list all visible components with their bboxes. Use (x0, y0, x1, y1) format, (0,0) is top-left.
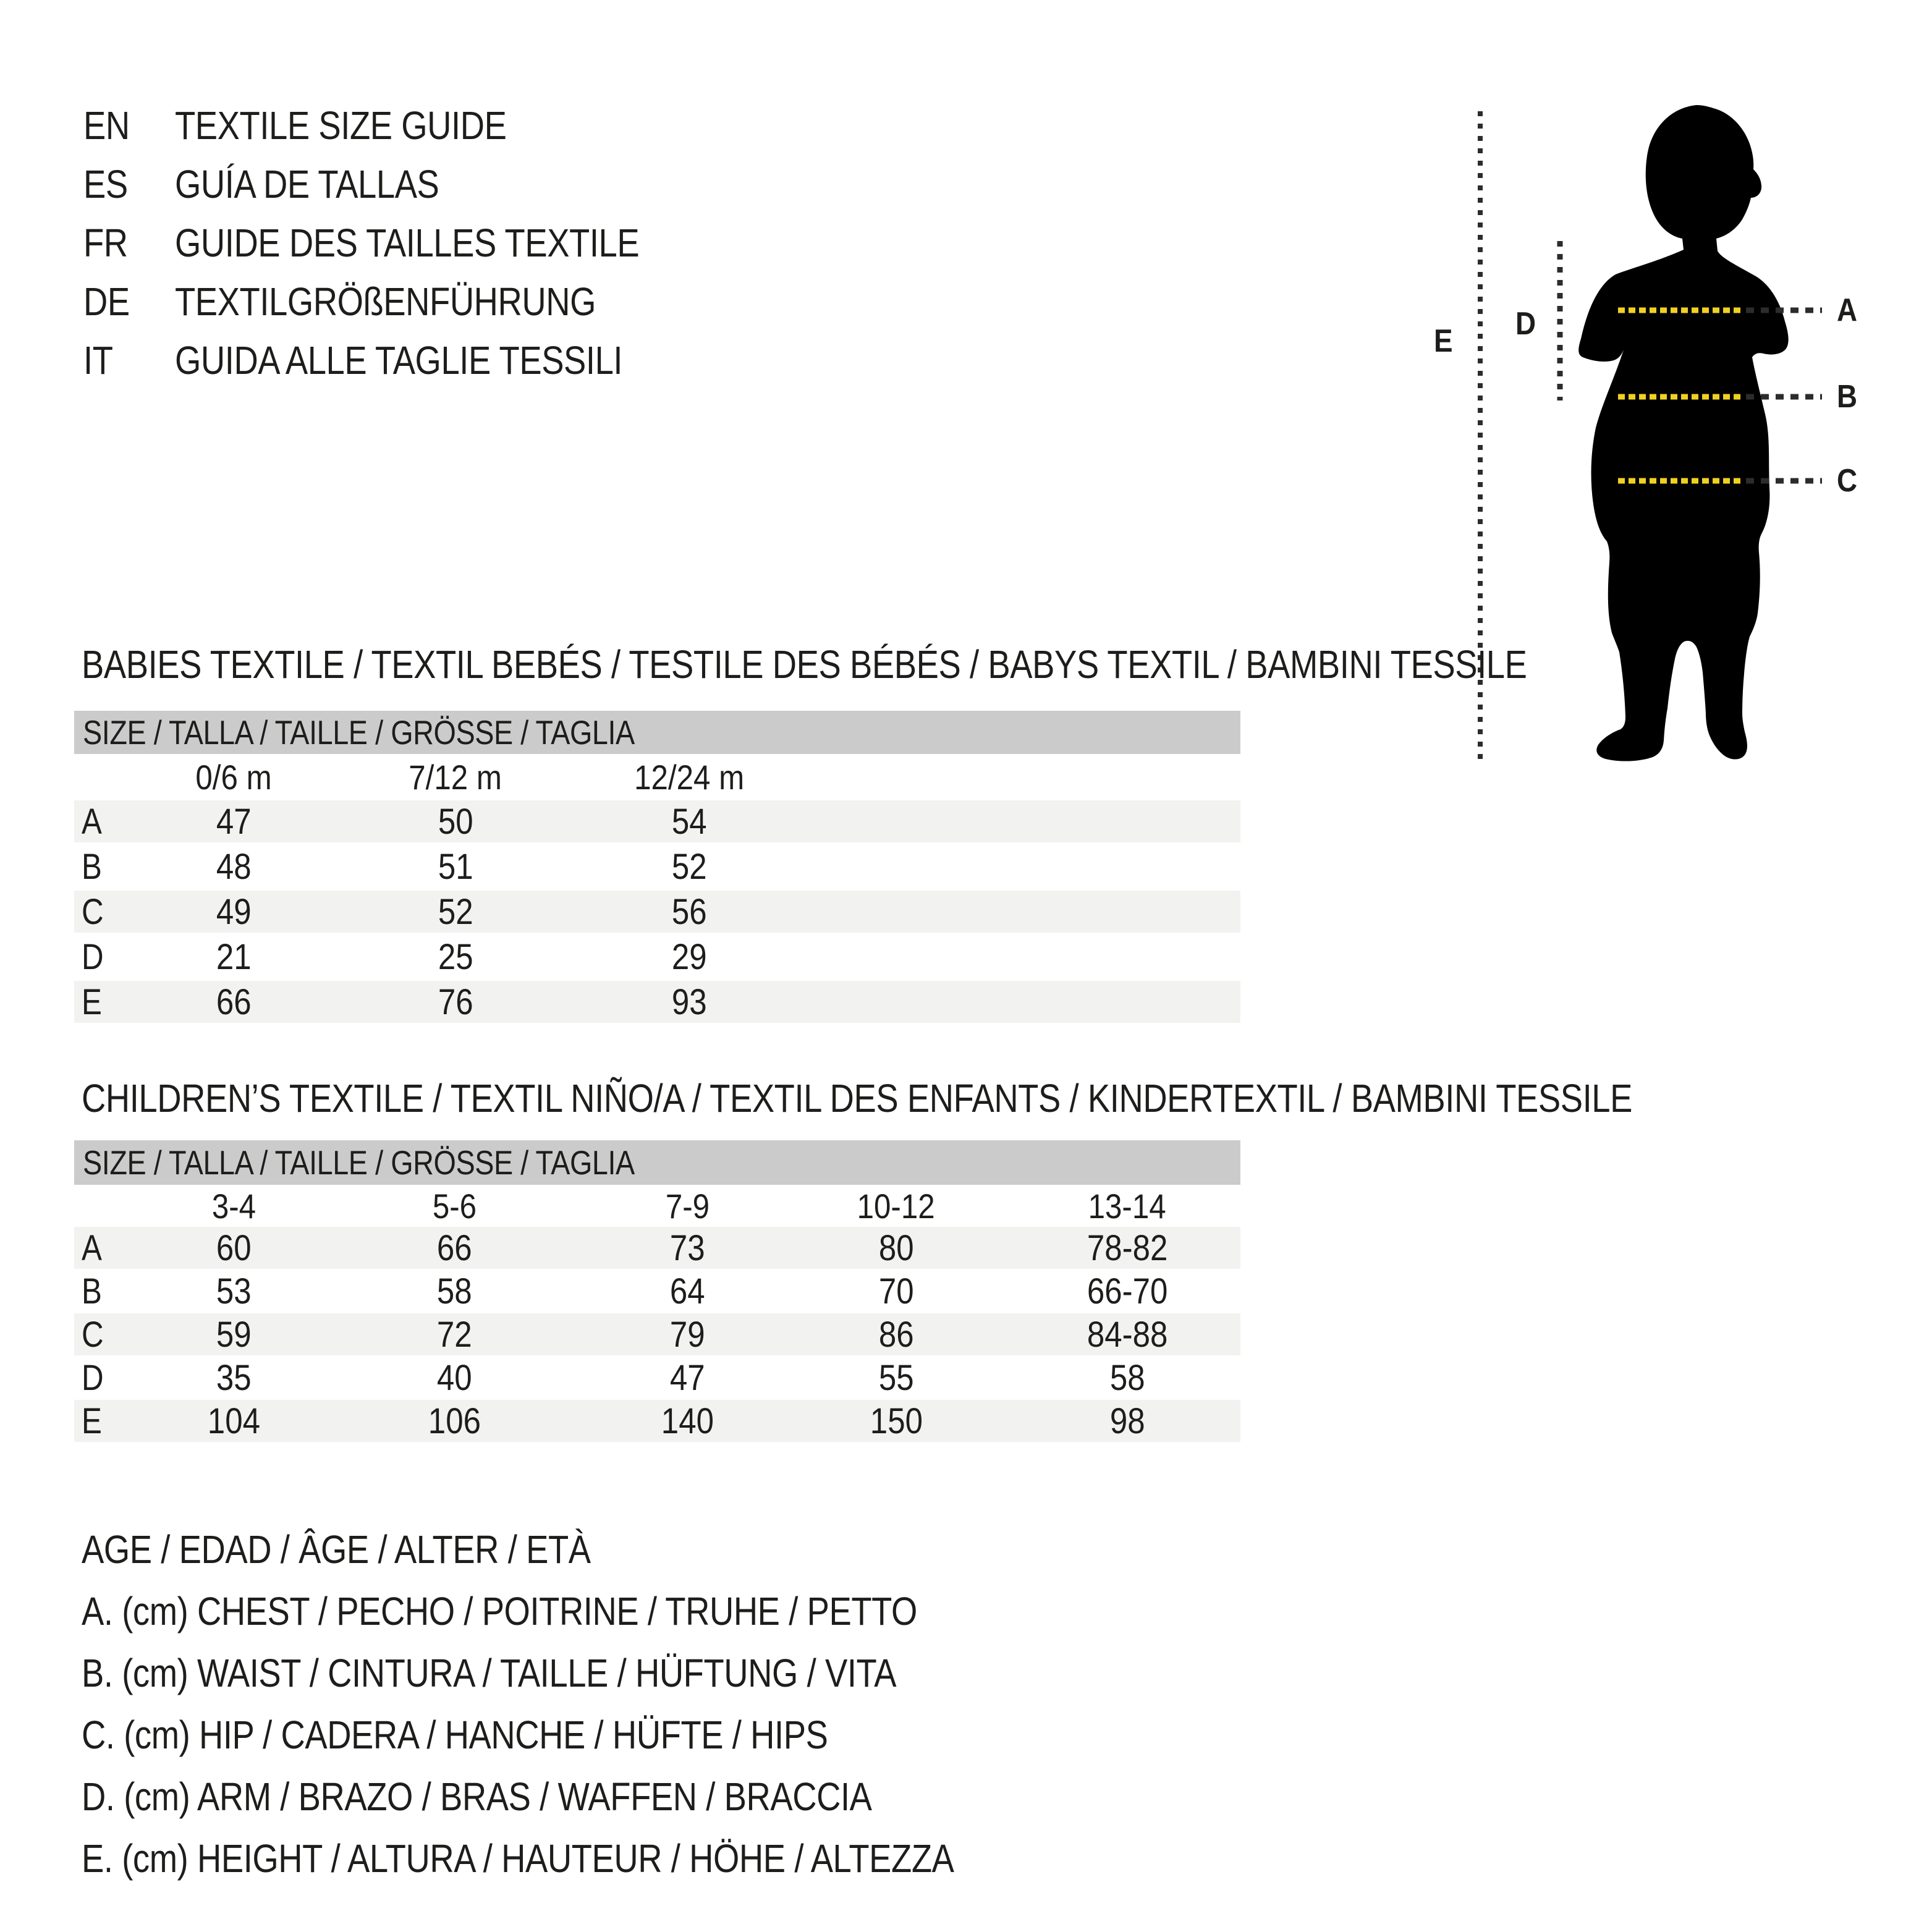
language-code: ES (83, 162, 128, 206)
cell-value: 52 (438, 891, 473, 932)
cell-value: 140 (661, 1400, 714, 1441)
cell-value: 93 (671, 981, 707, 1022)
babies-section-title: BABIES TEXTILE / TEXTIL BEBÉS / TESTILE DES BÉBÉS / BABYS TEXTIL / BAMBINI TESSILE (82, 642, 1527, 687)
measure-label-c: C (1837, 463, 1857, 499)
cell-value: 73 (669, 1227, 705, 1268)
row-label: A (82, 1227, 102, 1268)
babies-column-header: 12/24 m (633, 758, 745, 797)
cell-value: 98 (1109, 1400, 1145, 1441)
cell-value: 52 (671, 846, 707, 887)
children-column-header: 10-12 (857, 1186, 936, 1226)
cell-value: 86 (878, 1314, 914, 1355)
cell-value: 56 (671, 891, 707, 932)
legend-line-age: AGE / EDAD / ÂGE / ALTER / ETÀ (82, 1527, 591, 1572)
cell-value: 104 (207, 1400, 260, 1441)
cell-value: 70 (878, 1271, 914, 1311)
row-label: D (82, 936, 104, 977)
cell-value: 40 (436, 1357, 472, 1398)
cell-value: 54 (671, 801, 707, 842)
cell-value: 84-88 (1087, 1314, 1168, 1355)
cell-value: 66 (216, 981, 252, 1022)
language-title: TEXTILGRÖßENFÜHRUNG (175, 279, 596, 324)
language-code: IT (83, 338, 113, 383)
cell-value: 25 (438, 936, 473, 977)
legend-line-height: E. (cm) HEIGHT / ALTURA / HAUTEUR / HÖHE / ALTEZZA (82, 1836, 954, 1881)
language-title: TEXTILE SIZE GUIDE (175, 103, 507, 148)
cell-value: 80 (878, 1227, 914, 1268)
measure-label-d: D (1515, 306, 1536, 342)
children-section-title: CHILDREN’S TEXTILE / TEXTIL NIÑO/A / TEXTIL DES ENFANTS / KINDERTEXTIL / BAMBINI TESSILE (82, 1076, 1632, 1121)
legend-line-waist: B. (cm) WAIST / CINTURA / TAILLE / HÜFTUNG / VITA (82, 1651, 897, 1695)
cell-value: 76 (438, 981, 473, 1022)
cell-value: 58 (1109, 1357, 1145, 1398)
measure-label-b: B (1837, 379, 1857, 415)
language-code: DE (83, 279, 130, 324)
language-title: GUIDA ALLE TAGLIE TESSILI (175, 338, 623, 383)
row-label: D (82, 1357, 104, 1398)
cell-value: 21 (216, 936, 252, 977)
children-column-header: 13-14 (1088, 1186, 1167, 1226)
cell-value: 51 (438, 846, 473, 887)
cell-value: 48 (216, 846, 252, 887)
row-label: B (82, 1271, 102, 1311)
babies-size-header-bar (74, 711, 1240, 754)
legend-line-arm: D. (cm) ARM / BRAZO / BRAS / WAFFEN / BRACCIA (82, 1774, 872, 1819)
cell-value: 150 (870, 1400, 923, 1441)
cell-value: 35 (216, 1357, 252, 1398)
cell-value: 72 (436, 1314, 472, 1355)
row-label: A (82, 801, 102, 842)
language-code: FR (83, 221, 128, 265)
cell-value: 106 (428, 1400, 481, 1441)
language-code: EN (83, 103, 130, 148)
cell-value: 58 (436, 1271, 472, 1311)
cell-value: 50 (438, 801, 473, 842)
cell-value: 49 (216, 891, 252, 932)
babies-column-header: 0/6 m (195, 758, 272, 797)
row-label: B (82, 846, 102, 887)
legend-line-chest: A. (cm) CHEST / PECHO / POITRINE / TRUHE / PETTO (82, 1589, 917, 1633)
cell-value: 66-70 (1087, 1271, 1168, 1311)
babies-column-header: 7/12 m (409, 758, 502, 797)
row-label: C (82, 1314, 104, 1355)
children-size-header: SIZE / TALLA / TAILLE / GRÖSSE / TAGLIA (83, 1143, 635, 1182)
cell-value: 79 (669, 1314, 705, 1355)
cell-value: 55 (878, 1357, 914, 1398)
language-title: GUIDE DES TAILLES TEXTILE (175, 221, 640, 265)
measure-label-e: E (1434, 323, 1453, 359)
legend-line-hip: C. (cm) HIP / CADERA / HANCHE / HÜFTE / HIPS (82, 1713, 828, 1757)
cell-value: 47 (216, 801, 252, 842)
children-column-header: 7-9 (665, 1186, 710, 1226)
babies-size-header: SIZE / TALLA / TAILLE / GRÖSSE / TAGLIA (83, 713, 635, 752)
cell-value: 66 (436, 1227, 472, 1268)
children-column-header: 5-6 (432, 1186, 477, 1226)
cell-value: 64 (669, 1271, 705, 1311)
children-column-header: 3-4 (211, 1186, 256, 1226)
cell-value: 60 (216, 1227, 252, 1268)
row-label: E (82, 981, 102, 1022)
cell-value: 59 (216, 1314, 252, 1355)
cell-value: 53 (216, 1271, 252, 1311)
cell-value: 78-82 (1087, 1227, 1168, 1268)
cell-value: 47 (669, 1357, 705, 1398)
row-label: C (82, 891, 104, 932)
row-label: E (82, 1400, 102, 1441)
language-title: GUÍA DE TALLAS (175, 162, 439, 206)
children-size-header-bar (74, 1140, 1240, 1185)
measure-label-a: A (1837, 292, 1857, 328)
cell-value: 29 (671, 936, 707, 977)
